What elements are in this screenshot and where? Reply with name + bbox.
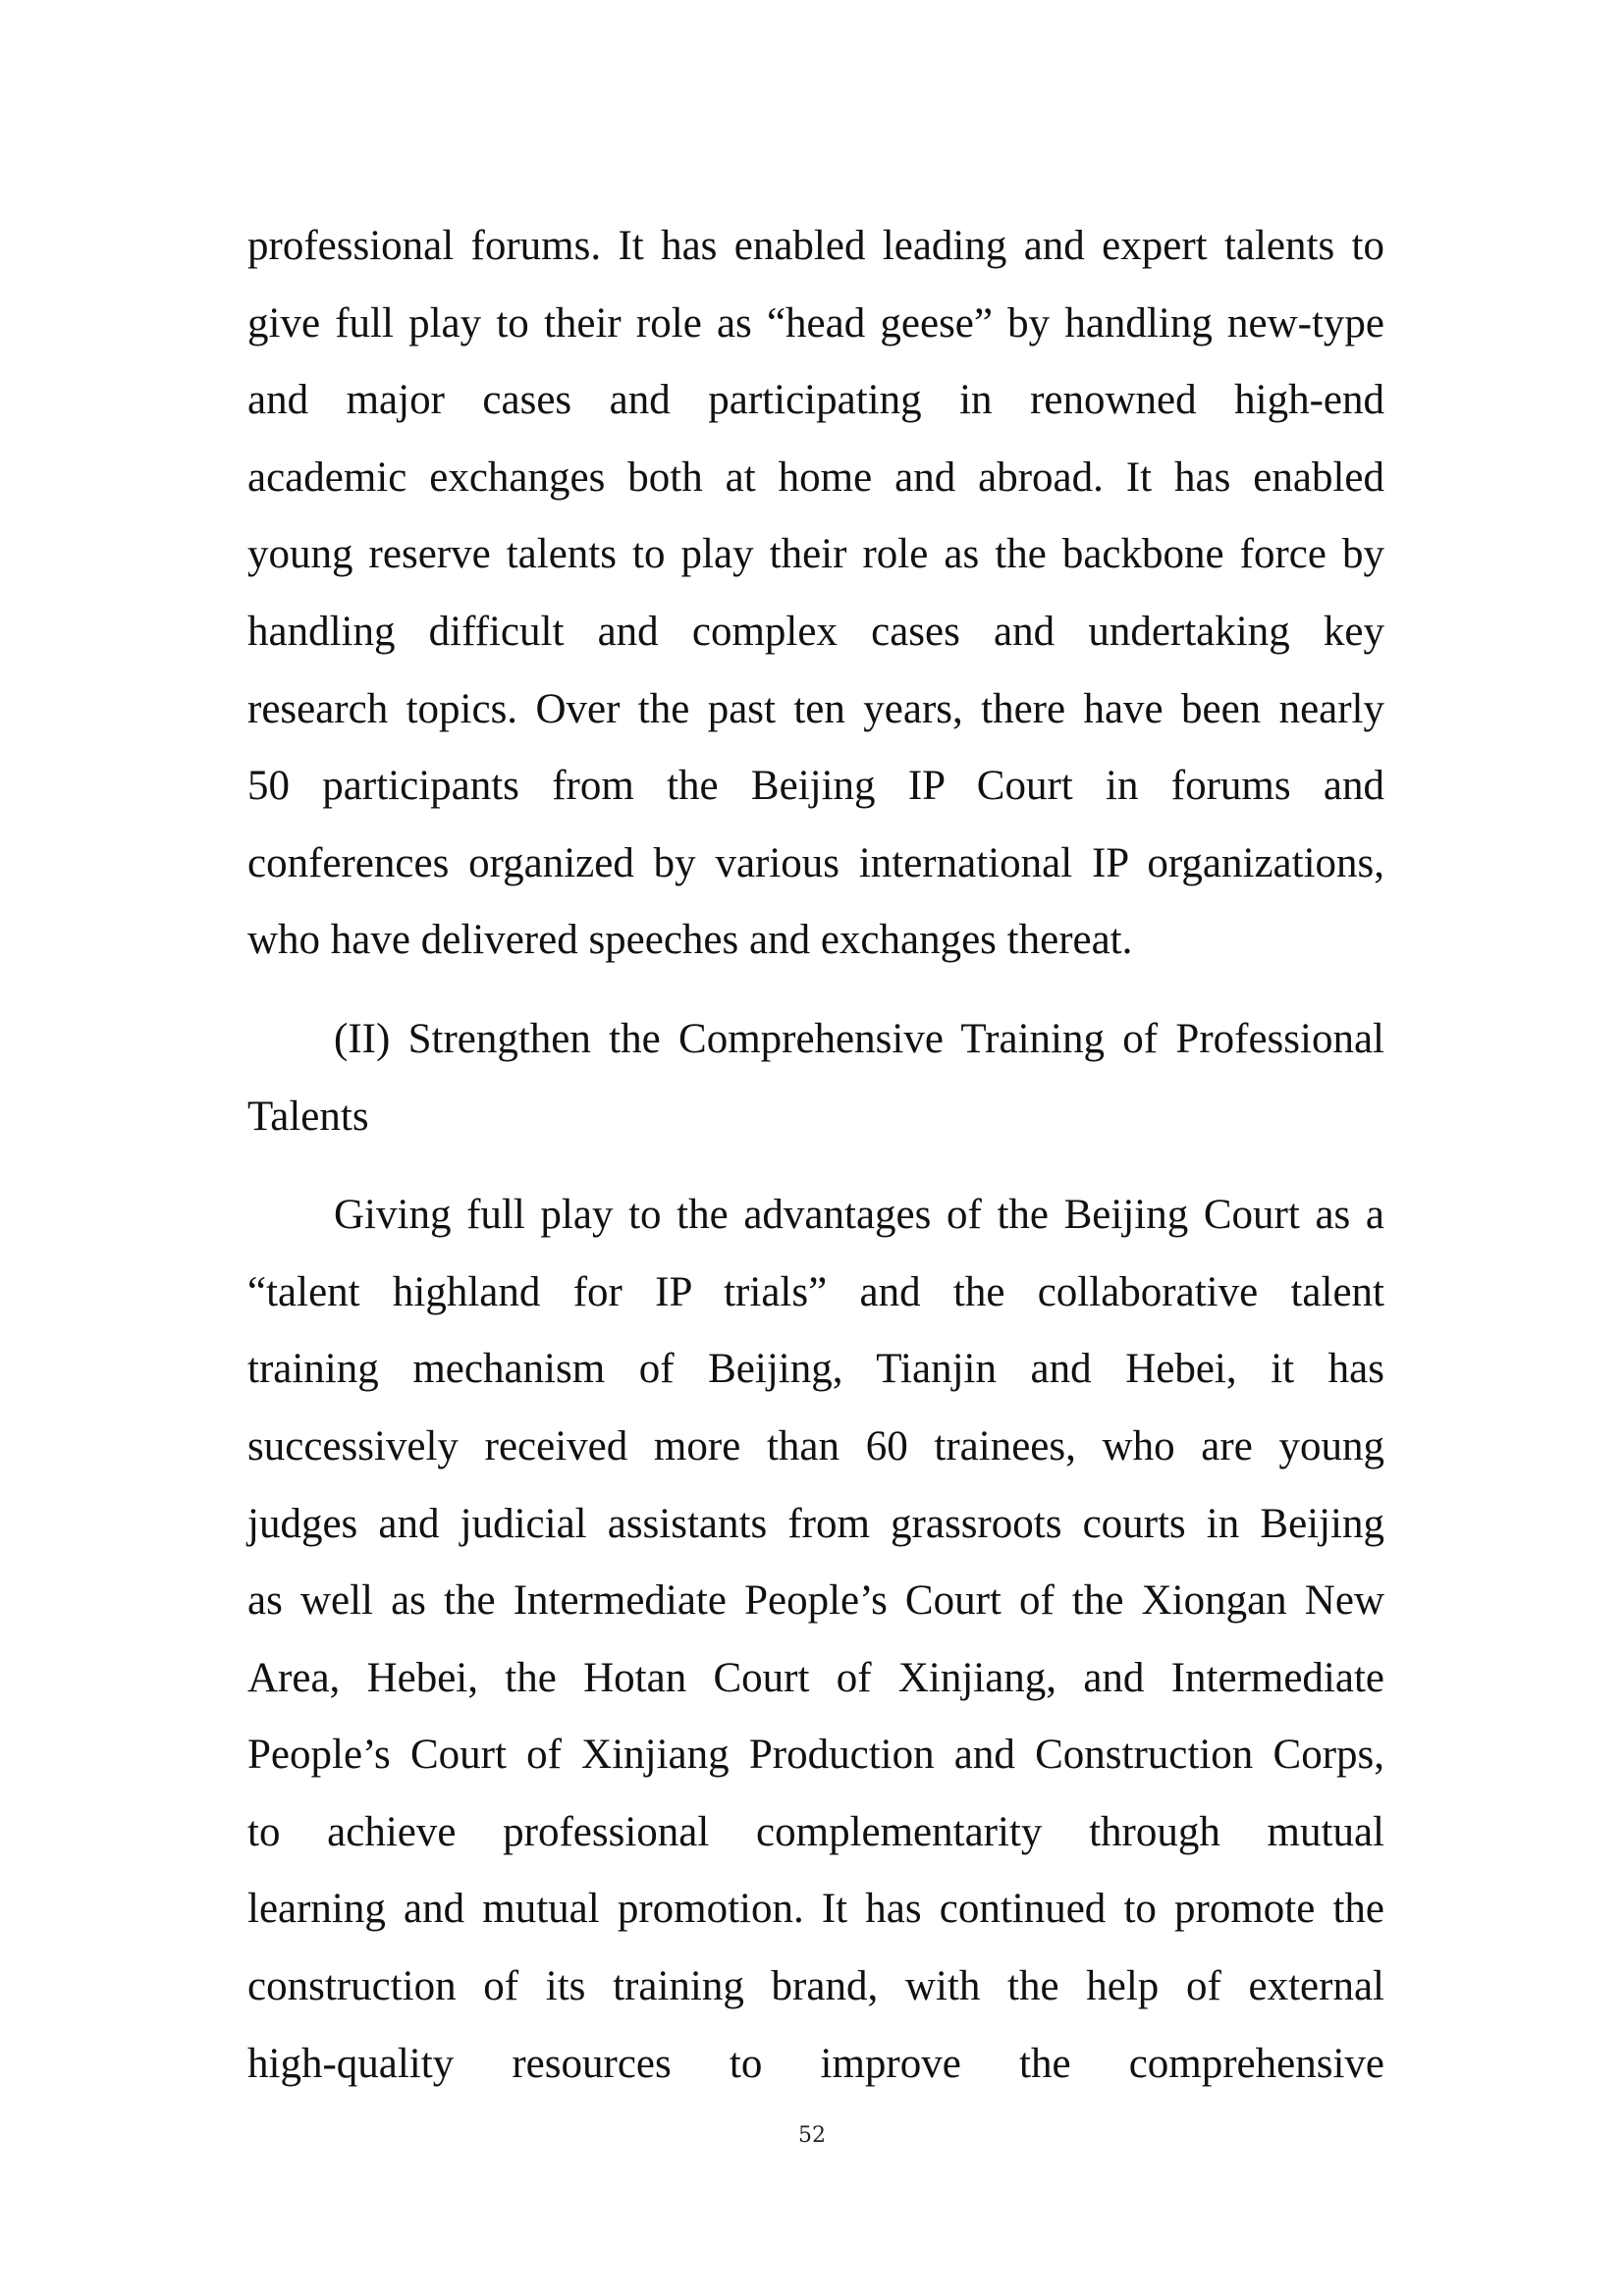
text-line: training mechanism of Beijing, Tianjin and Hebei, it has (247, 1346, 1384, 1393)
text-line: successively received more than 60 trainees, who are young (247, 1422, 1384, 1469)
text-line: high-quality resources to improve the comprehensive (247, 2040, 1384, 2087)
text-line: conferences organized by various international IP organizations, (247, 839, 1384, 886)
page-number: 52 (798, 2123, 826, 2148)
text-line: and major cases and participating in renowned high-end (247, 377, 1384, 424)
text-line: give full play to their role as “head geese” by handling new-type (247, 299, 1384, 347)
paragraph-training (247, 1177, 1384, 2103)
text-line: People’s Court of Xinjiang Production and Construction Corps, (247, 1732, 1384, 1779)
text-line: Area, Hebei, the Hotan Court of Xinjiang, and Intermediate (247, 1654, 1384, 1701)
text-line: academic exchanges both at home and abroad. It has enabled (247, 454, 1384, 501)
heading-line: Talents (247, 1093, 369, 1140)
text-line: professional forums. It has enabled leading and expert talents to (247, 223, 1384, 269)
section-heading (247, 1001, 1384, 1155)
text-line: 50 participants from the Beijing IP Court in forums and (247, 763, 1384, 810)
text-line: research topics. Over the past ten years, there have been nearly (247, 685, 1384, 732)
text-line: learning and mutual promotion. It has continued to promote the (247, 1886, 1384, 1933)
document-page (247, 208, 1384, 2103)
text-line: handling difficult and complex cases and undertaking key (247, 608, 1384, 655)
text-line: who have delivered speeches and exchanges thereat. (247, 917, 1133, 964)
text-line: as well as the Intermediate People’s Court of the Xiongan New (247, 1577, 1384, 1625)
text-line: to achieve professional complementarity through mutual (247, 1808, 1384, 1855)
text-line: young reserve talents to play their role as the backbone force by (247, 531, 1384, 578)
heading-line: (II) Strengthen the Comprehensive Training of Professional (334, 1015, 1384, 1062)
text-line: Giving full play to the advantages of the Beijing Court as a (334, 1192, 1384, 1239)
paragraph-forums (247, 208, 1384, 980)
text-line: “talent highland for IP trials” and the collaborative talent (247, 1268, 1384, 1315)
text-line: judges and judicial assistants from grassroots courts in Beijing (247, 1500, 1384, 1547)
text-line: construction of its training brand, with the help of external (247, 1963, 1384, 2010)
